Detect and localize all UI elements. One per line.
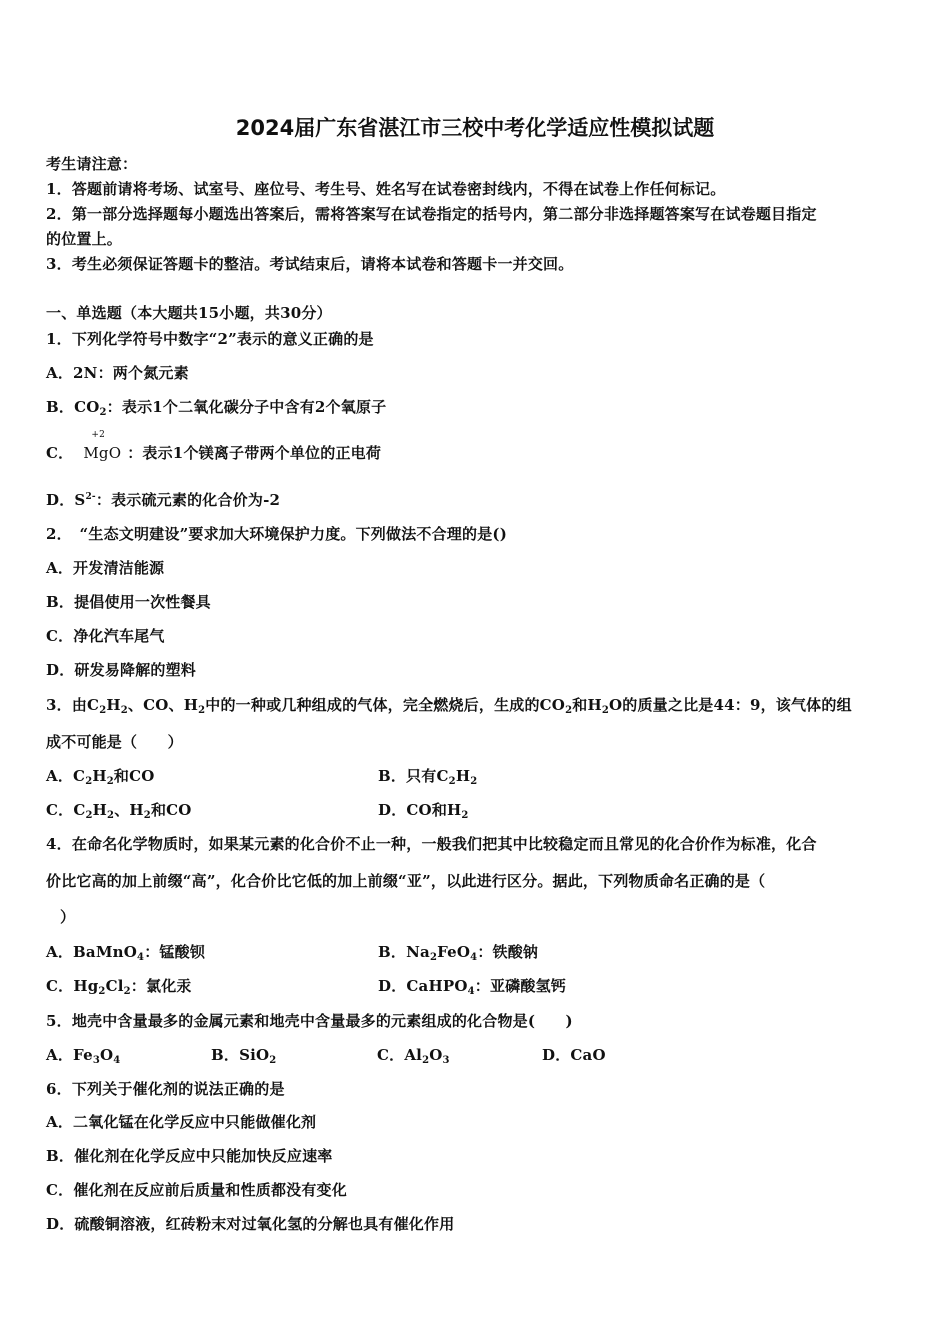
question-5-option-d: D．CaO (542, 1046, 606, 1064)
question-3-stem-line2: 成不可能是（ ） (46, 733, 183, 751)
notice-item: 1．答题前请将考场、试室号、座位号、考生号、姓名写在试卷密封线内，不得在试卷上作任何标记。 (46, 180, 726, 198)
page-title: 2024届广东省湛江市三校中考化学适应性模拟试题 (235, 116, 715, 140)
question-6-option-c: C．催化剂在反应前后质量和性质都没有变化 (46, 1181, 347, 1199)
question-4-option-b: B．$Na_2FeO_4$：铁酸钠 (378, 943, 539, 963)
question-5-option-c: C．$Al_2O_3$ (377, 1046, 450, 1066)
question-1-option-a: A．2N：两个氮元素 (46, 364, 189, 382)
question-6-stem: 6．下列关于催化剂的说法正确的是 (46, 1080, 285, 1098)
question-4-option-d: D．CaHPO$_4$：亚磷酸氢钙 (378, 977, 566, 997)
question-4-option-c: C．$Hg_2Cl_2$：氯化汞 (46, 977, 192, 997)
question-1-option-d: D．$S^{2-}$：表示硫元素的化合价为-2 (46, 491, 281, 509)
question-2-option-d: D．研发易降解的塑料 (46, 661, 197, 679)
question-4-stem-line2: 价比它高的加上前缀“高”，化合价比它低的加上前缀“亚”，以此进行区分。据此，下列物质命名正确的是（ (46, 872, 766, 890)
question-6-option-d: D．硫酸铜溶液，红砖粉末对过氧化氢的分解也具有催化作用 (46, 1215, 455, 1233)
section-heading: 一、单选题（本大题共15小题，共30分） (46, 304, 332, 322)
question-2-option-b: B．提倡使用一次性餐具 (46, 593, 211, 611)
question-4-stem-line3: ） (60, 908, 76, 926)
notice-heading: 考生请注意： (46, 155, 138, 173)
question-1-stem: 1．下列化学符号中数字“2”表示的意义正确的是 (46, 330, 374, 348)
question-4-stem-line1: 4．在命名化学物质时，如果某元素的化合价不止一种，一般我们把其中比较稳定而且常见的化合价作为标准，化合 (46, 835, 817, 853)
question-3-option-d: D．CO和$H_2$ (378, 801, 469, 821)
question-2-option-a: A．开发清洁能源 (46, 559, 165, 577)
mgo-formula: +2 MgO (83, 430, 122, 462)
question-5-option-a: A．$Fe_3O_4$ (46, 1046, 121, 1066)
question-4-option-a: A．BaMnO$_4$：锰酸钡 (46, 943, 206, 963)
question-5-option-b: B．SiO$_2$ (211, 1046, 277, 1066)
question-3-option-b: B．只有$C_2H_2$ (378, 767, 478, 787)
question-1-option-b: B．$CO_2$：表示1个二氧化碳分子中含有2个氧原子 (46, 398, 387, 418)
question-5-stem: 5．地壳中含量最多的金属元素和地壳中含量最多的元素组成的化合物是( ) (46, 1012, 573, 1030)
question-2-stem: 2． “生态文明建设”要求加大环境保护力度。下列做法不合理的是() (46, 525, 507, 543)
question-2-option-c: C．净化汽车尾气 (46, 627, 165, 645)
question-6-option-a: A．二氧化锰在化学反应中只能做催化剂 (46, 1113, 317, 1131)
question-1-option-c: C． +2 MgO ：表示1个镁离子带两个单位的正电荷 (46, 430, 382, 462)
question-3-option-a: A．$C_2H_2$和CO (46, 767, 155, 787)
question-6-option-b: B．催化剂在化学反应中只能加快反应速率 (46, 1147, 333, 1165)
question-3-stem-line1: 3．由$C_2H_2$、CO、$H_2$中的一种或几种组成的气体，完全燃烧后，生成的$CO_2$和$H_2O$的质量之比是44：9，该气体的组 (46, 696, 852, 716)
notice-item: 的位置上。 (46, 230, 123, 248)
notice-item: 2．第一部分选择题每小题选出答案后，需将答案写在试卷指定的括号内，第二部分非选择题答案写在试卷题目指定 (46, 205, 817, 223)
notice-item: 3．考生必须保证答题卡的整洁。考试结束后，请将本试卷和答题卡一并交回。 (46, 255, 574, 273)
question-3-option-c: C．$C_2H_2$、$H_2$和CO (46, 801, 192, 821)
